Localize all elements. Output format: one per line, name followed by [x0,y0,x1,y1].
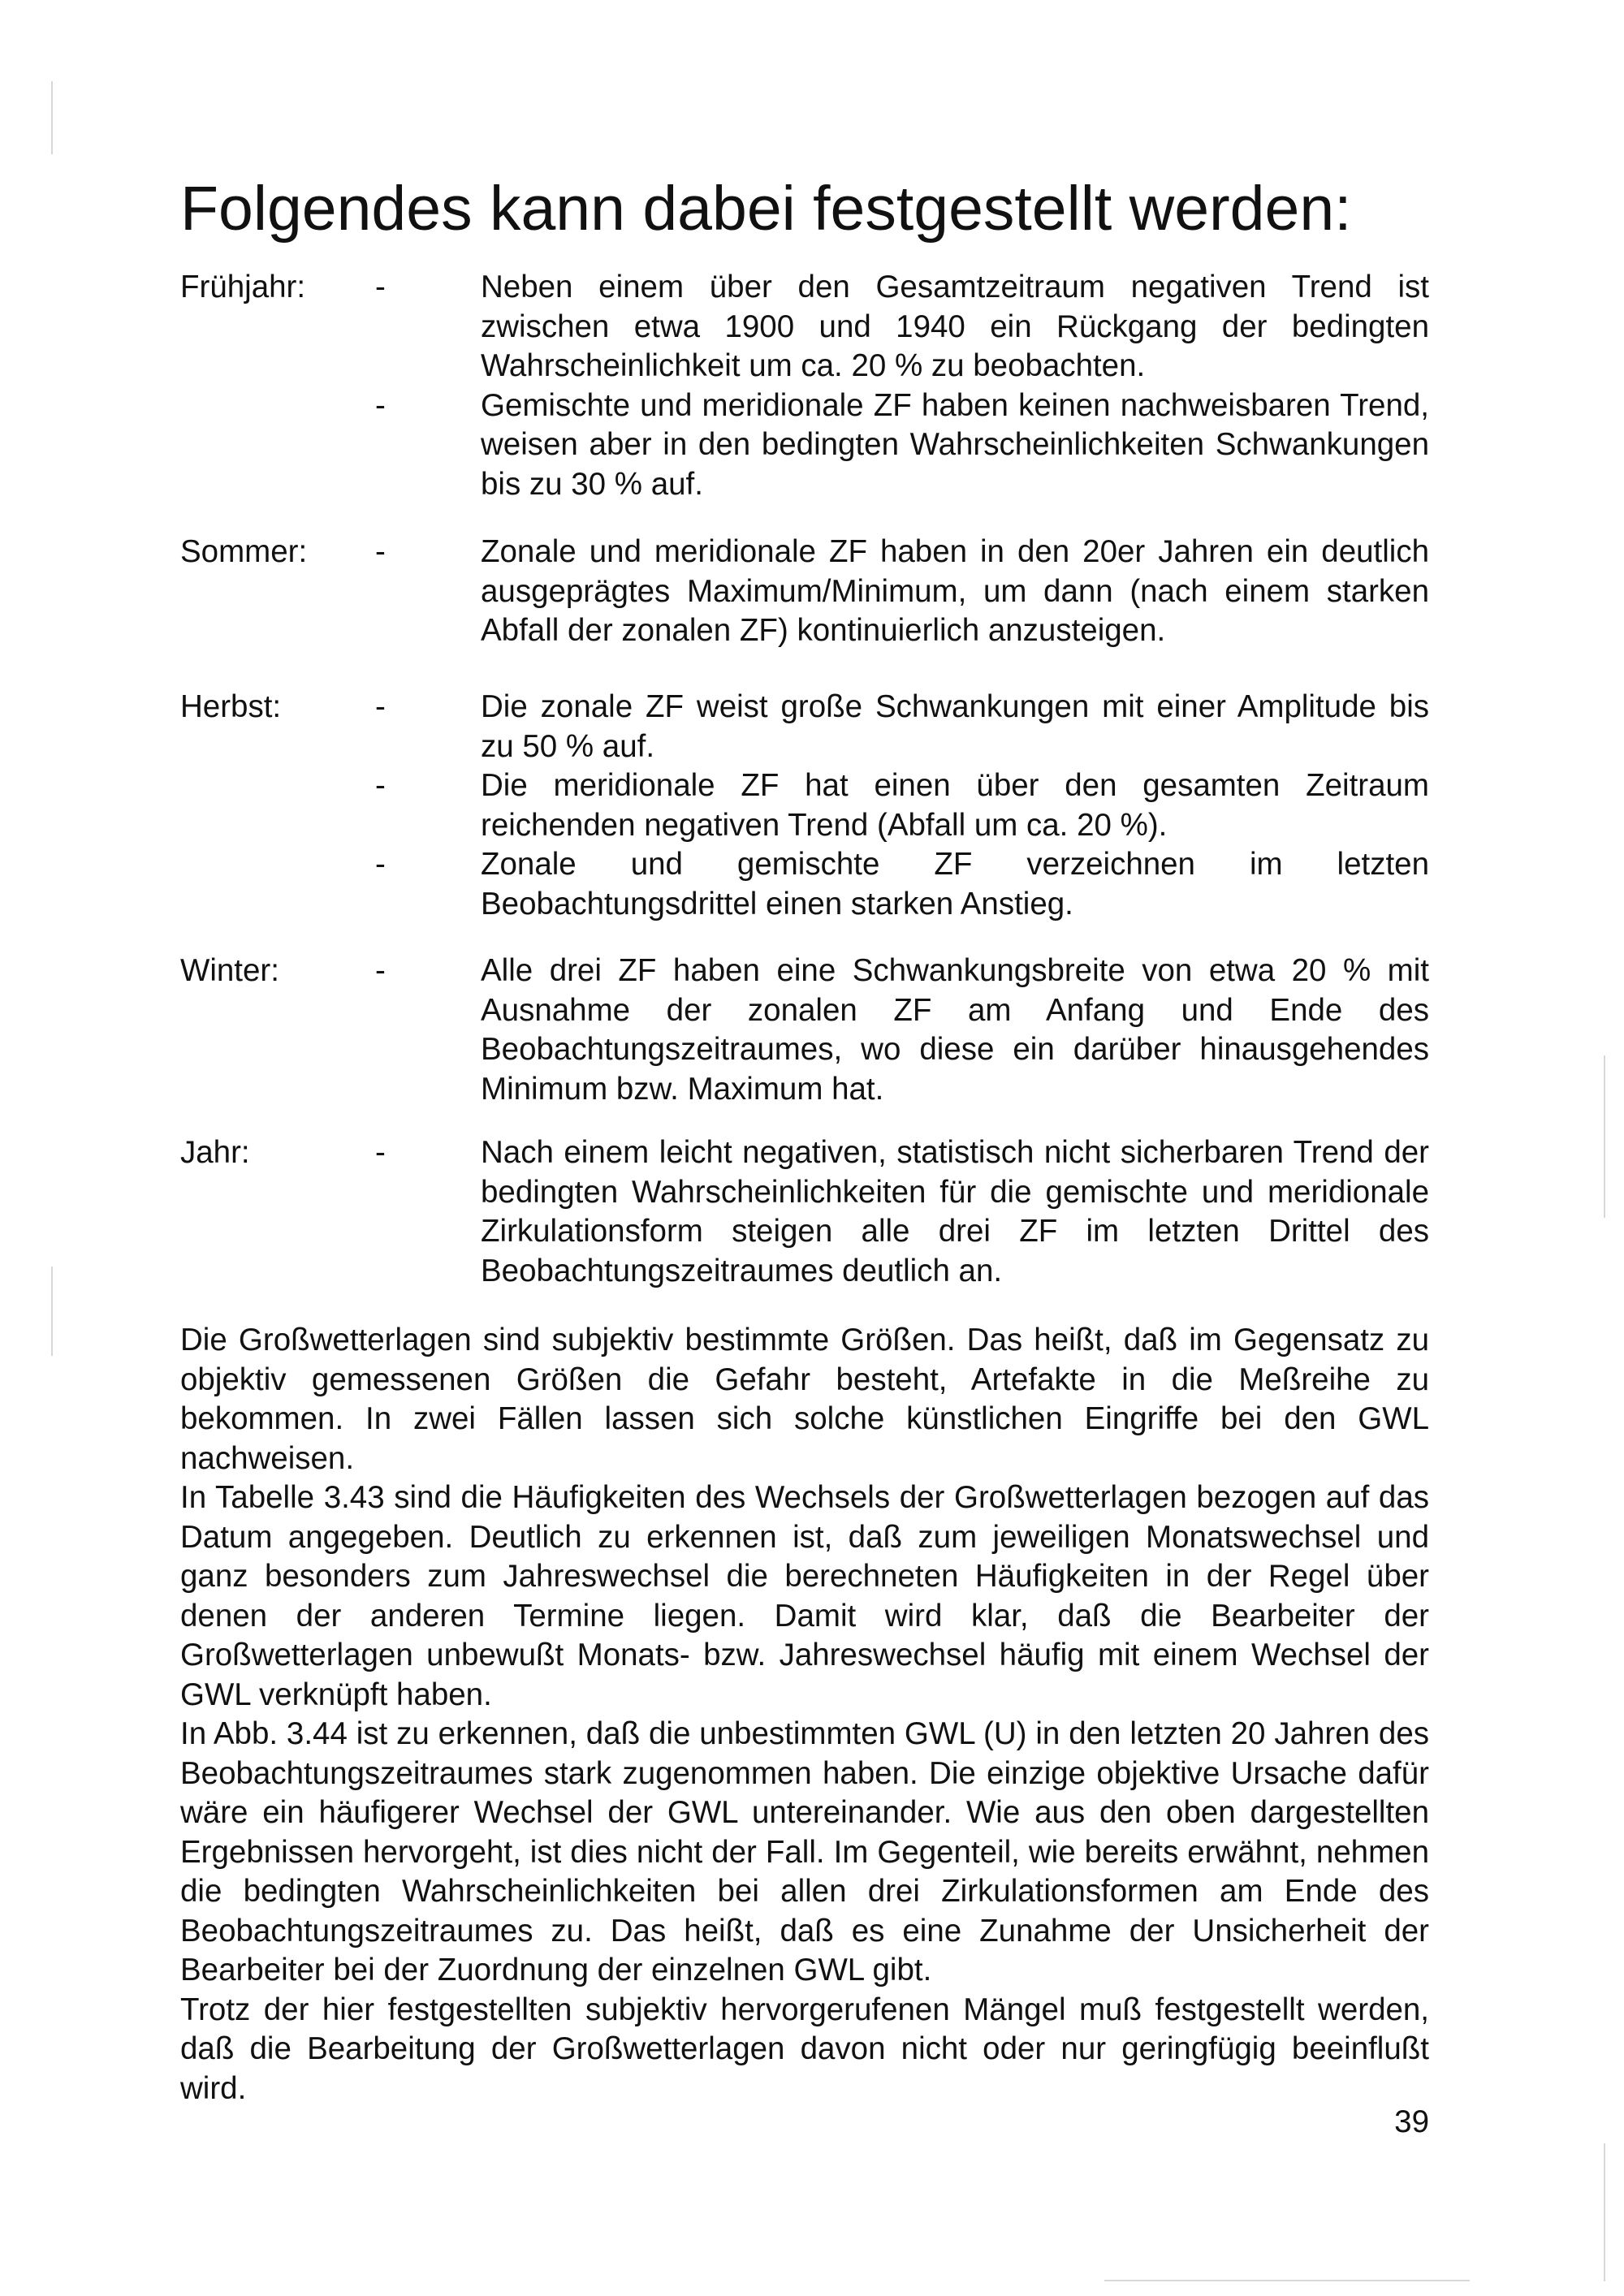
body-paragraphs [180,1321,1429,2108]
scan-edge-mark [1604,2143,1605,2281]
bullet-text: Die meridionale ZF hat einen über den gesamten Zeitraum reichenden negativen Trend (Abfall um ca. 20 %). [481,768,1429,843]
bullet-dash: - [375,847,386,882]
bullet-text: Gemischte und meridionale ZF haben keinen nachweisbaren Trend, weisen aber in den bedingten Wahrscheinlichkeiten Schwankungen bis zu 30 % auf. [481,387,1429,502]
intro-line: Folgendes kann dabei festgestellt werden: [180,174,1352,244]
scan-edge-mark [51,1267,53,1356]
season-autumn [180,688,1429,924]
paragraph: Trotz der hier festgestellten subjektiv hervorgerufenen Mängel muß festgestellt werden, daß die Bearbeitung der Großwetterlagen davon nicht oder nur geringfügig beeinflußt wird. [180,1992,1429,2106]
bullet-item [180,268,1429,386]
season-year [180,1133,1429,1291]
season-winter [180,952,1429,1109]
bullet-item [180,386,1429,505]
scan-edge-mark [1104,2280,1470,2281]
bullet-dash: - [375,689,386,724]
season-label: Jahr: [180,1135,250,1170]
paragraph: In Abb. 3.44 ist zu erkennen, daß die unbestimmten GWL (U) in den letzten 20 Jahren des Beobachtungszeitraumes stark zugenommen haben. Die einzige objektive Ursache dafür wäre ein häufigerer Wechsel der GWL untereinander. Wie aus den oben dargestellten Ergebnissen hervorgeht, ist dies nicht der Fall. Im Gegenteil, wie bereits erwähnt, nehmen die bedingten Wahrscheinlichkeiten bei allen drei Zirkulationsformen am Ende des Beobachtungszeitraumes zu. Das heißt, daß es eine Zunahme der Unsicherheit der Bearbeiter bei der Zuordnung der einzelnen GWL gibt. [180,1716,1429,1987]
bullet-dash: - [375,534,386,569]
season-label: Herbst: [180,689,282,724]
bullet-item [180,1133,1429,1291]
season-label: Winter: [180,953,279,988]
season-spring [180,268,1429,504]
page-number: 39 [1394,2104,1429,2139]
bullet-dash: - [375,953,386,988]
bullet-item [180,952,1429,1109]
bullet-dash: - [375,387,386,423]
season-summer [180,533,1429,651]
scan-edge-mark [1604,1055,1605,1218]
bullet-text: Zonale und meridionale ZF haben in den 20er Jahren ein deutlich ausgeprägtes Maximum/Minimum, um dann (nach einem starken Abfall der zonalen ZF) kontinuierlich anzusteigen. [481,534,1429,648]
bullet-item [180,845,1429,924]
bullet-item [180,533,1429,651]
bullet-dash: - [375,1135,386,1170]
bullet-text: Nach einem leicht negativen, statistisch nicht sicherbaren Trend der bedingten Wahrscheinlichkeiten für die gemischte und meridionale Zirkulationsform steigen alle drei ZF im letzten Drittel des Beobachtungszeitraumes deutlich an. [481,1135,1429,1288]
bullet-dash: - [375,768,386,803]
bullet-item [180,688,1429,766]
scan-edge-mark [51,81,53,154]
bullet-text: Zonale und gemischte ZF verzeichnen im letzten Beobachtungsdrittel einen starken Anstieg. [481,847,1429,921]
paragraph: In Tabelle 3.43 sind die Häufigkeiten des Wechsels der Großwetterlagen bezogen auf das Datum angegeben. Deutlich zu erkennen ist, daß zum jeweiligen Monatswechsel und ganz besonders zum Jahreswechsel die berechneten Häufigkeiten in der Regel über denen der anderen Termine liegen. Damit wird klar, daß die Bearbeiter der Großwetterlagen unbewußt Monats- bzw. Jahreswechsel häufig mit einem Wechsel der GWL verknüpft haben. [180,1480,1429,1712]
season-label: Sommer: [180,534,308,569]
bullet-text: Neben einem über den Gesamtzeitraum negativen Trend ist zwischen etwa 1900 und 1940 ein Rückgang der bedingten Wahrscheinlichkeit um ca. 20 % zu beobachten. [481,270,1429,383]
season-label: Frühjahr: [180,270,306,304]
paragraph: Die Großwetterlagen sind subjektiv bestimmte Größen. Das heißt, daß im Gegensatz zu objektiv gemessenen Größen die Gefahr besteht, Artefakte in die Meßreihe zu bekommen. In zwei Fällen lassen sich solche künstlichen Eingriffe bei den GWL nachweisen. [180,1323,1429,1476]
bullet-dash: - [375,270,386,304]
bullet-text: Die zonale ZF weist große Schwankungen mit einer Amplitude bis zu 50 % auf. [481,689,1429,764]
bullet-item [180,766,1429,845]
bullet-text: Alle drei ZF haben eine Schwankungsbreite von etwa 20 % mit Ausnahme der zonalen ZF am Anfang und Ende des Beobachtungszeitraumes, wo diese ein darüber hinausgehendes Minimum bzw. Maximum hat. [481,953,1429,1107]
